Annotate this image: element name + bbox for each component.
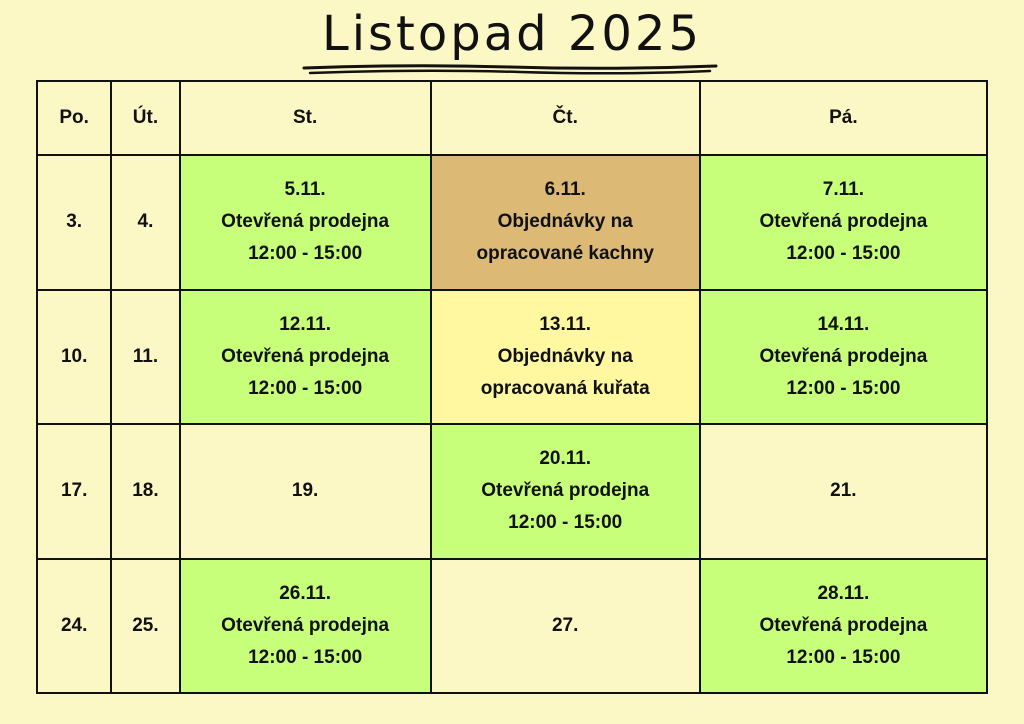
day-date: 27. <box>551 614 579 636</box>
day-event-text: 12:00 - 15:00 <box>248 377 363 399</box>
day-event-text: Otevřená prodejna <box>221 345 390 367</box>
day-cell-wednesday <box>180 559 431 694</box>
day-cell-friday <box>700 424 987 559</box>
day-date: 6.11. <box>544 179 586 201</box>
day-event-text: Otevřená prodejna <box>759 614 928 636</box>
day-cell-friday <box>700 290 987 425</box>
day-event-text: Otevřená prodejna <box>221 211 390 233</box>
day-date: 17. <box>60 480 88 502</box>
day-cell-thursday <box>431 424 700 559</box>
day-date: 21. <box>830 480 857 502</box>
day-date: 25. <box>132 614 159 636</box>
day-cell-monday <box>37 559 111 694</box>
day-date: 12.11. <box>279 313 331 335</box>
week-row <box>37 424 987 559</box>
day-cell-wednesday <box>180 290 431 425</box>
day-cell-friday <box>700 155 987 290</box>
day-event-text: 12:00 - 15:00 <box>786 646 901 668</box>
day-date: 11. <box>132 345 159 367</box>
calendar-body <box>37 155 987 693</box>
header-friday: Pá. <box>700 81 987 155</box>
day-date: 10. <box>60 345 88 367</box>
day-cell-thursday <box>431 155 700 290</box>
day-event-text: opracované kachny <box>476 243 654 265</box>
header-wednesday: St. <box>180 81 431 155</box>
day-cell-tuesday <box>111 290 179 425</box>
day-cell-tuesday <box>111 559 179 694</box>
day-date: 18. <box>132 480 159 502</box>
day-date: 26.11. <box>279 582 331 604</box>
day-cell-friday <box>700 559 987 694</box>
header-monday: Po. <box>37 81 111 155</box>
day-cell-monday <box>37 155 111 290</box>
day-date: 7.11. <box>822 179 864 201</box>
day-date: 28.11. <box>817 582 870 604</box>
page-title-text: Listopad 2025 <box>321 6 703 62</box>
day-date: 13.11. <box>539 313 592 335</box>
header-row <box>37 81 987 155</box>
day-event-text: Otevřená prodejna <box>759 211 928 233</box>
day-cell-wednesday <box>180 155 431 290</box>
day-event-text: 12:00 - 15:00 <box>248 243 363 265</box>
day-date: 3. <box>66 211 83 233</box>
day-date: 5.11. <box>284 179 326 201</box>
day-event-text: 12:00 - 15:00 <box>786 243 901 265</box>
day-cell-thursday <box>431 290 700 425</box>
day-cell-tuesday <box>111 424 179 559</box>
day-event-text: Otevřená prodejna <box>481 480 650 502</box>
day-cell-monday <box>37 290 111 425</box>
day-event-text: Objednávky na <box>497 345 633 367</box>
day-event-text: Otevřená prodejna <box>759 345 928 367</box>
day-event-text: Objednávky na <box>497 211 633 233</box>
day-event-text: Otevřená prodejna <box>221 614 390 636</box>
page-title <box>0 6 1024 62</box>
calendar-table <box>36 80 988 694</box>
week-row <box>37 559 987 694</box>
day-event-text: 12:00 - 15:00 <box>248 646 363 668</box>
header-thursday: Čt. <box>431 81 700 155</box>
day-cell-thursday <box>431 559 700 694</box>
day-event-text: 12:00 - 15:00 <box>508 512 623 534</box>
day-date: 20.11. <box>539 448 592 470</box>
day-date: 19. <box>291 480 319 502</box>
day-date: 4. <box>137 211 154 233</box>
header-tuesday: Út. <box>111 81 179 155</box>
day-event-text: 12:00 - 15:00 <box>786 377 901 399</box>
week-row <box>37 290 987 425</box>
day-date: 24. <box>60 614 88 636</box>
day-event-text: opracovaná kuřata <box>480 377 650 399</box>
day-cell-tuesday <box>111 155 179 290</box>
day-date: 14.11. <box>817 313 870 335</box>
day-cell-wednesday <box>180 424 431 559</box>
day-cell-monday <box>37 424 111 559</box>
title-underline <box>300 62 720 76</box>
week-row <box>37 155 987 290</box>
